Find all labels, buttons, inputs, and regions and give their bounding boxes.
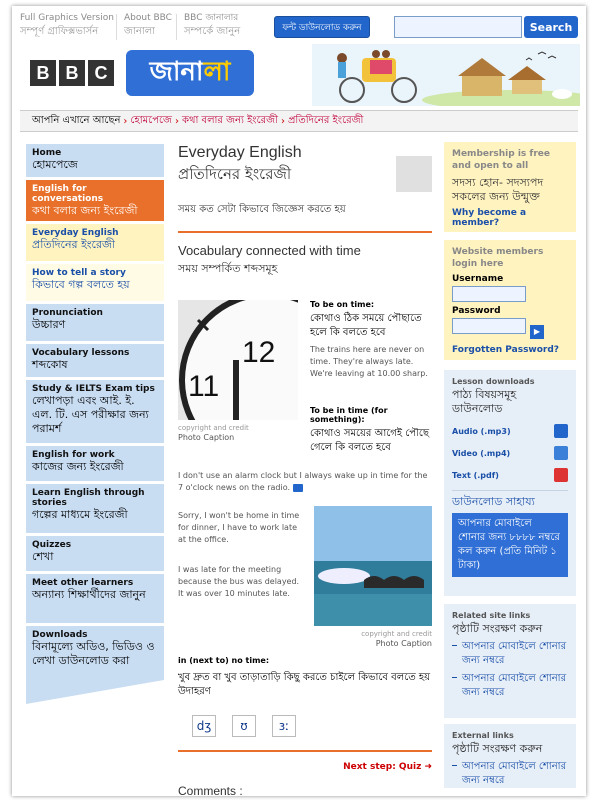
clock-caption-block [178,424,298,442]
breadcrumb-conversations[interactable]: কথা বলার জন্য ইংরেজী [181,114,278,126]
font-download-button[interactable]: ফন্ট ডাউনলোড করুন [274,16,370,38]
nav-label: Meet other learners [32,578,134,588]
external-heading-bn: পৃষ্ঠাটি সংরক্ষণ করুন [452,742,543,755]
full-graphics-link[interactable] [20,12,114,38]
nav-label-bn: হোমপেজে [32,158,78,171]
janala-logo[interactable] [126,50,254,96]
nav-label: English for work [32,450,115,460]
membership-box [444,142,576,232]
definition-on-time [310,300,432,380]
nav-item-work[interactable] [26,446,164,484]
phonetic-button[interactable]: dʒ [192,715,216,737]
example-sentence-text: I don't use an alarm clock but I always wake up in time for the 7 o'clock news on the radio. [178,471,428,492]
nav-label: Everyday English [32,228,119,238]
definition-title: in (next to) no time: [178,656,270,665]
breadcrumb-here: আপনি এখানে আছেন [32,114,121,126]
related-links-box [444,604,576,718]
example-sentence-1 [178,470,432,494]
definition-title: To be in time (for something): [310,406,388,424]
example-sentence-3: I was late for the meeting because the bus was delayed. It was over 10 minutes late. [178,565,300,598]
orange-divider [178,231,432,233]
nav-item-quizzes[interactable] [26,536,164,574]
external-link[interactable]: আপনার মোবাইলে শোনার জন্য নম্বরে [452,760,568,788]
pdf-icon [554,468,568,482]
why-member-link[interactable]: Why become a member? [452,208,527,228]
sea-photo-caption: Photo Caption [375,639,432,648]
speaker-icon[interactable] [293,484,303,492]
top-links [20,12,280,46]
audio-download-label: Audio (.mp3) [452,426,511,436]
nav-label-bn: শব্দকোষ [32,358,68,371]
download-help-link[interactable]: ডাউনলোড সাহায্য [452,490,568,509]
page-title-bn: প্রতিদিনের ইংরেজী [178,165,292,183]
definition-bn: কোথাও ঠিক সময়ে পৌছাতে হলে কি বলতে হবে [310,313,422,338]
related-heading-bn: পৃষ্ঠাটি সংরক্ষণ করুন [452,622,543,635]
bbc-logo-b2: B [59,60,85,86]
mobile-banner[interactable]: আপনার মোবাইলে শোনার জন্য ৮৮৮৮ নম্বরে কল করুন (প্রতি মিনিট ১ টাকা) [452,513,568,577]
definition-example: The trains here are never on time. They're always late. We're leaving at 10.00 sharp. [310,345,428,378]
nav-item-ielts[interactable] [26,380,164,446]
nav-label-bn: অন্যান্য শিক্ষার্থীদের জানুন [32,588,146,601]
nav-label: Vocabulary lessons [32,348,130,358]
related-heading: Related site links [452,611,531,620]
video-download[interactable] [452,446,568,460]
janala-logo-jana: জানা [149,57,204,87]
comments-heading: Comments : [178,784,243,798]
example-sentence-2: Sorry, I won't be home in time for dinner, I have to work late at the office. [178,511,300,544]
definition-bn: কোথাও সময়ের আগেই পৌছে গেলে কি বলতে হবে [310,428,430,453]
main-content [178,144,432,798]
nav-label: Learn English through stories [32,488,145,508]
username-label: Username [452,274,504,284]
sea-caption-block [314,630,432,648]
nav-label-bn: বিনামূল্যে অডিও, ভিডিও ও লেখা ডাউনলোড করা [32,640,155,667]
nav-item-conversations[interactable] [26,180,164,224]
related-link[interactable]: আপনার মোবাইলে শোনার জন্য নম্বরে [452,672,568,700]
sea-rocks-image [314,506,432,626]
nav-label-bn: গল্পের মাধ্যমে ইংরেজী [32,508,128,521]
clock-image [178,300,298,420]
nav-item-downloads[interactable] [26,626,164,680]
arrow-right-icon: ➜ [424,762,432,772]
nav-label-bn: কাজের জন্য ইংরেজী [32,460,124,473]
bbc-logo[interactable] [30,60,114,86]
nav-label: Home [32,148,62,158]
definition-in-time [310,406,432,455]
nav-item-vocabulary[interactable] [26,344,164,380]
bbc-logo-c: C [88,60,114,86]
nav-tail-decoration [26,680,164,704]
left-nav [26,144,164,704]
about-bbc-label-bn: জানালা [124,26,156,37]
nav-item-everyday[interactable] [26,224,164,264]
downloads-box [444,370,576,596]
nav-label-bn: প্রতিদিনের ইংরেজী [32,238,115,251]
nav-label-bn: উচ্চারণ [32,318,66,331]
nav-label-bn: লেখাপড়া এবং আই. ই. এল. টি. এস পরীক্ষার জন্য পরামর্শ [32,394,149,435]
audio-download[interactable] [452,424,568,438]
search-button[interactable]: Search [524,16,578,38]
breadcrumb [20,110,578,132]
definition-no-time [178,656,432,699]
nav-label-bn: শেখা [32,550,54,563]
text-download-label: Text (.pdf) [452,470,499,480]
breadcrumb-separator: › [174,115,179,127]
orange-divider [178,750,432,752]
svg-text:11: 11 [188,370,220,403]
about-jana-label-bn: সম্পর্কে জানুন [184,26,241,37]
related-link[interactable]: আপনার মোবাইলে শোনার জন্য নম্বরে [452,640,568,668]
nav-item-learners[interactable] [26,574,164,626]
breadcrumb-separator: › [280,115,285,127]
nav-label: How to tell a story [32,268,126,278]
nav-label-bn: কথা বলার জন্য ইংরেজী [32,204,138,217]
nav-item-home[interactable] [26,144,164,180]
about-jana-label: BBC জানালার [184,13,239,23]
clock-credit: copyright and credit [178,424,249,432]
nav-label: Study & IELTS Exam tips [32,384,155,394]
nav-label: Downloads [32,630,88,640]
text-download[interactable] [452,468,568,482]
about-jana-link[interactable] [184,12,240,38]
sea-credit: copyright and credit [361,630,432,638]
login-box [444,240,576,360]
page-title: Everyday English [178,144,302,161]
nav-item-story[interactable] [26,264,164,304]
login-heading: Website members login here [452,247,544,269]
login-go-button[interactable]: ▶ [530,325,544,339]
membership-text-bn: সদস্য হোন- সদস্যপদ সকলের জন্য উন্মুক্ত [452,176,544,203]
janala-logo-la: লা [203,57,231,87]
definition-title: To be on time: [310,300,375,309]
phonetic-buttons [192,715,296,737]
clock-photo-caption: Photo Caption [178,433,235,442]
divider [176,14,177,40]
external-heading: External links [452,731,514,740]
clock-number: 12 [242,336,276,369]
password-input[interactable] [452,318,526,334]
breadcrumb-home[interactable]: হোমপেজে [130,114,172,126]
vocab-title: Vocabulary connected with time [178,243,361,258]
nav-label-bn: কিভাবে গল্প বলতে হয় [32,278,130,291]
full-graphics-label-bn: সম্পূর্ণ গ্রাফিক্সভার্সন [20,26,99,37]
phonetic-button[interactable]: ɜː [272,715,296,737]
breadcrumb-everyday[interactable]: প্রতিদিনের ইংরেজী [287,114,364,126]
nav-label: Quizzes [32,540,72,550]
downloads-heading-bn: পাঠ্য বিষয়সমূহ ডাউনলোড [452,388,517,415]
password-label: Password [452,306,501,316]
speaker-icon [554,424,568,438]
username-input[interactable] [452,286,526,302]
full-graphics-label: Full Graphics Version [20,13,114,23]
breadcrumb-separator: › [123,115,128,127]
vocab-title-bn: সময় সম্পর্কিত শব্দসমূহ [178,262,278,275]
forgot-password-link[interactable]: Forgotten Password? [452,344,560,355]
membership-text: Membership is free and open to all [452,149,550,171]
video-download-label: Video (.mp4) [452,448,511,458]
definition-bn: খুব দ্রুত বা খুব তাড়াতাড়ি কিছু করতে চাইলে কিভাবে বলতে হয় উদাহরণ [178,672,431,697]
intro-text: সময় কত সেটা কিভাবে জিজ্ঞেস করতে হয় [178,204,346,215]
about-bbc-link[interactable] [124,12,172,38]
page [12,6,586,796]
bbc-logo-b: B [30,60,56,86]
next-step-link[interactable] [343,762,432,772]
video-icon [554,446,568,460]
next-step-label: Next step: Quiz [343,762,422,772]
nav-label: Pronunciation [32,308,103,318]
downloads-heading: Lesson downloads [452,377,535,386]
rickshaw-illustration [312,44,580,106]
about-bbc-label: About BBC [124,13,172,23]
phonetic-button[interactable]: ʊ [232,715,256,737]
thumbnail-placeholder [396,156,432,192]
external-links-box [444,724,576,788]
nav-label: English for conversations [32,184,104,204]
divider [116,14,117,40]
nav-item-pronunciation[interactable] [26,304,164,344]
search-input[interactable] [394,16,522,38]
nav-item-stories[interactable] [26,484,164,536]
